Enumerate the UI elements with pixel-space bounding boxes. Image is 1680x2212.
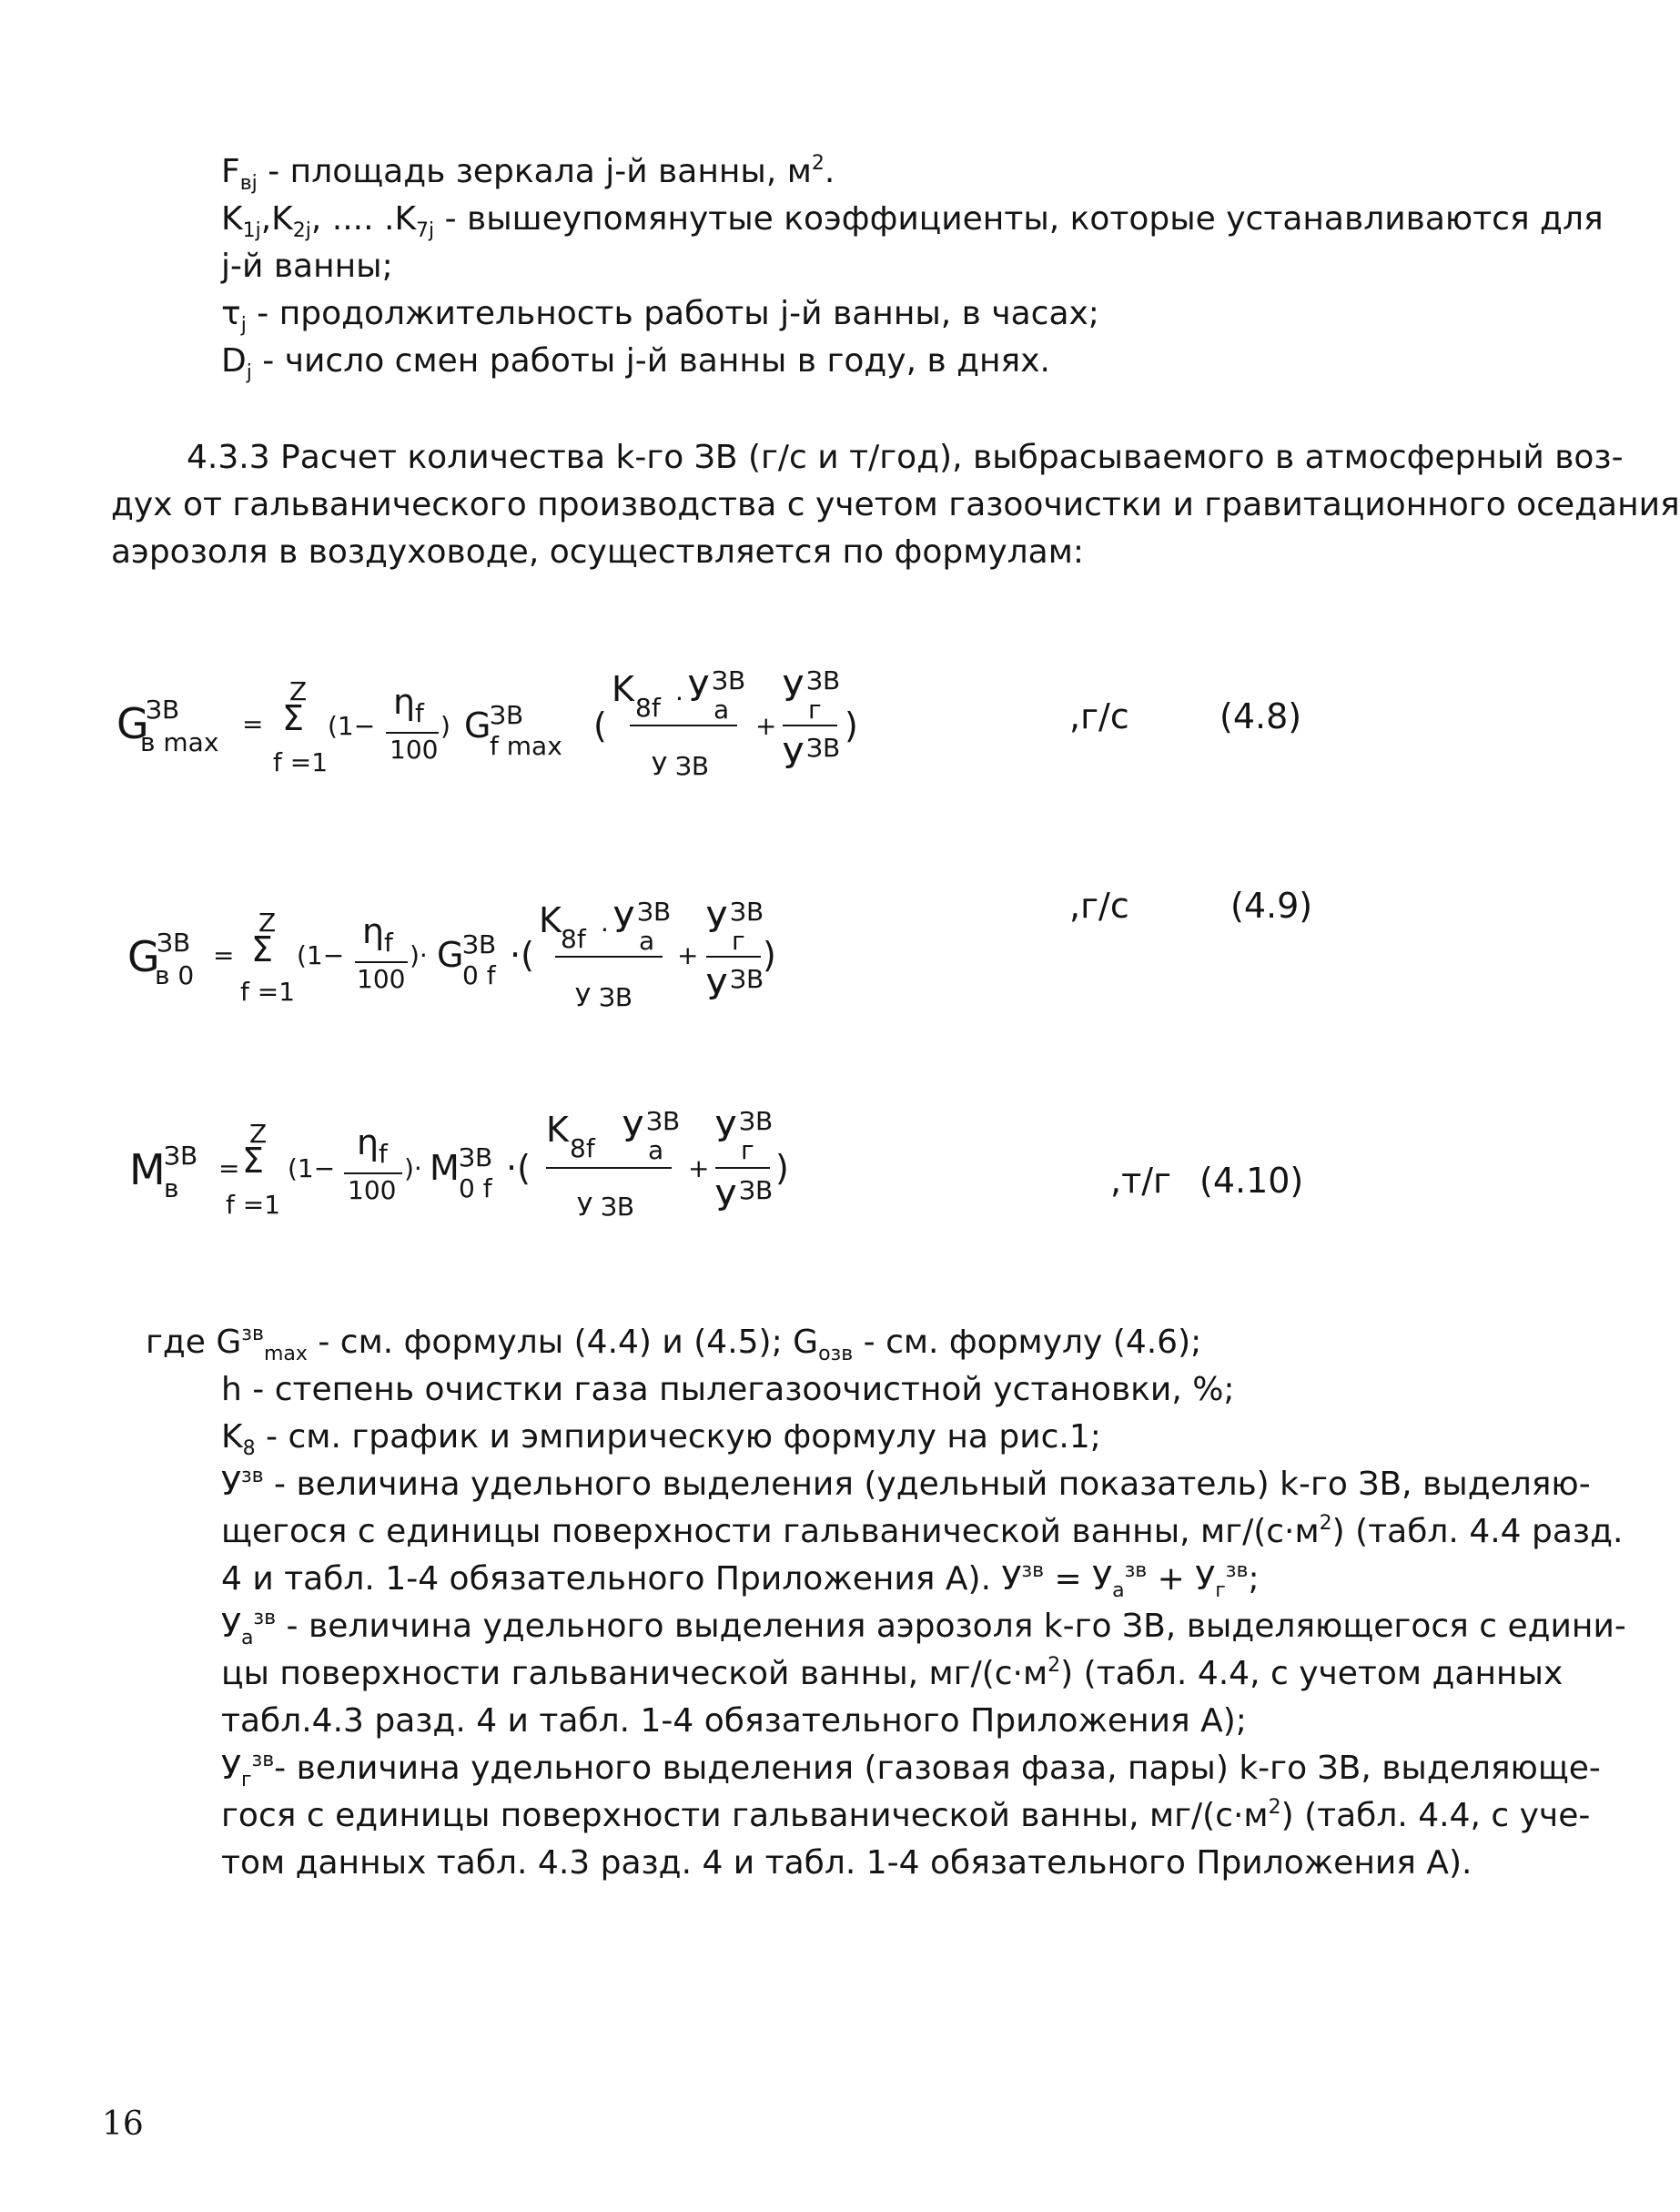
where-line-1: где $G^{зв}_{max}$ - см. формулы (4.4) и (4.5); $G_{озв}$ - см. формулу (4.6); — [146, 1323, 1202, 1365]
def-dj: $D_j$ - число смен работы j-й ванны в году, в днях. — [221, 342, 1050, 384]
page-number: 16 — [102, 2105, 144, 2143]
where-line-10: $У_г^{зв}-$ величина удельного выделения (газовая фаза, пары) k-го ЗВ, выделяюще- — [221, 1749, 1601, 1791]
section-4-3-3-line2: дух от гальванического производства с учетом газоочистки и гравитационного оседания — [111, 486, 1680, 523]
def-tau: $\tau_j$ - продолжительность работы j-й ванны, в часах; — [221, 295, 1099, 337]
formula-4-9-unit: ,г/с — [1069, 886, 1129, 926]
formula-4-8-unit: ,г/с — [1069, 696, 1129, 736]
where-line-9: табл.4.3 разд. 4 и табл. 1-4 обязательного Приложения А); — [221, 1702, 1247, 1740]
def-k-coeffs: $K_{1j},K_{2j}$, .... $.K_{7j}$ - вышеупомянутые коэффициенты, которые устанавливаются для — [221, 200, 1604, 242]
where-line-6: 4 и табл. 1-4 обязательного Приложения А). $У^{зв} = У_а^{зв} + У_г^{зв}$; — [221, 1559, 1260, 1602]
where-line-7: $У_а^{зв}$ - величина удельного выделения аэрозоля k-го ЗВ, выделяющегося с едини- — [221, 1607, 1626, 1649]
section-4-3-3-line1: 4.3.3 Расчет количества k-го ЗВ (г/с и т/год), выбрасываемого в атмосферный воз- — [187, 439, 1624, 476]
where-line-11: гося с единицы поверхности гальванической ванны, $мг/(с\cdot м^2)$ (табл. 4.4, с уче- — [221, 1796, 1591, 1834]
where-line-4: $У^{зв}$ - величина удельного выделения (удельный показатель) k-го ЗВ, выделяю- — [221, 1465, 1591, 1503]
def-k-coeffs-cont: j-й ванны; — [221, 248, 393, 285]
where-line-12: том данных табл. 4.3 разд. 4 и табл. 1-4 обязательного Приложения А). — [221, 1844, 1473, 1882]
formula-4-8-number: (4.8) — [1220, 696, 1302, 736]
formula-4-10-unit: ,т/г — [1110, 1161, 1171, 1201]
where-line-2: h - степень очистки газа пылегазоочистной установки, %; — [221, 1371, 1235, 1408]
where-line-5: щегося с единицы поверхности гальванической ванны, $мг/(с\cdot м^2)$ (табл. 4.4 разд. — [221, 1512, 1624, 1550]
document-page: $F_{вj}$ - площадь зеркала j-й ванны, $м^2$. $K_{1j},K_{2j}$, .... $.K_{7j}$ - вышеупомянутые коэффициенты, которые устанавливаются для j-й ванны; $\tau_j$ - продолжительность работы j-й ванны, в часах; $D_j$ - число смен работы j-й ванны в году, в днях. 4.3.3 Расчет количества k-го ЗВ (г/с и т/год), выбрасываемого в атмосферный воз- дух от гальванического производства с учетом газоочистки и гравитационного оседания аэрозоля в воздуховоде, осуществляется по формулам: G ЗВ в max = Z Σ f =1 (1− η f 100 ) G ЗВ f max ( K 8f · У ЗВ a У ЗВ + У ЗВ г У ЗВ ) ,г/с (4.8) G ЗВ в 0 = Z Σ f =1 (1− η f 100 )· G ЗВ 0 f ·( K 8f · У ЗВ a У ЗВ + У ЗВ г У ЗВ ) ,г/с (4.9) M ЗВ в = Z Σ f =1 (1− η f 100 )· M ЗВ 0 f ·( K 8f У ЗВ a У ЗВ + У ЗВ г У ЗВ ) ,т/г (4.10) где $G^{зв}_{max}$ - см. формулы (4.4) и (4.5); $G_{озв}$ - см. формулу (4.6); h - степень очистки газа пылегазоочистной установки, %; $K_8$ - см. график и эмпирическую формулу на рис.1; $У^{зв}$ - величина удельного выделения (удельный показатель) k-го ЗВ, выделяю- щегося с единицы поверхности гальванической ванны, $мг/(с\cdot м^2)$ (табл. 4.4 разд. 4 и табл. 1-4 обязательного Приложения А). $У^{зв} = У_а^{зв} + У_г^{зв}$; $У_а^{зв}$ - величина удельного выделения аэрозоля k-го ЗВ, выделяющегося с едини- цы поверхности гальванической ванны, $мг/(с\cdot м^2)$ (табл. 4.4, с учетом данных табл.4.3 разд. 4 и табл. 1-4 обязательного Приложения А); $У_г^{зв}-$ величина удельного выделения (газовая фаза, пары) k-го ЗВ, выделяюще- гося с единицы поверхности гальванической ванны, $мг/(с\cdot м^2)$ (табл. 4.4, с уче- том данных табл. 4.3 разд. 4 и табл. 1-4 обязательного Приложения А). 16 — [0, 0, 1524, 2212]
section-4-3-3-line3: аэрозоля в воздуховоде, осуществляется по формулам: — [111, 533, 1085, 571]
formula-4-9-number: (4.9) — [1230, 886, 1313, 926]
def-fvj: $F_{вj}$ - площадь зеркала j-й ванны, $м^2$. — [221, 152, 835, 195]
where-line-8: цы поверхности гальванической ванны, $мг/(с\cdot м^2)$ (табл. 4.4, с учетом данных — [221, 1654, 1564, 1692]
where-line-3: $K_8$ - см. график и эмпирическую формулу на рис.1; — [221, 1418, 1101, 1460]
formula-4-10-number: (4.10) — [1199, 1161, 1304, 1201]
